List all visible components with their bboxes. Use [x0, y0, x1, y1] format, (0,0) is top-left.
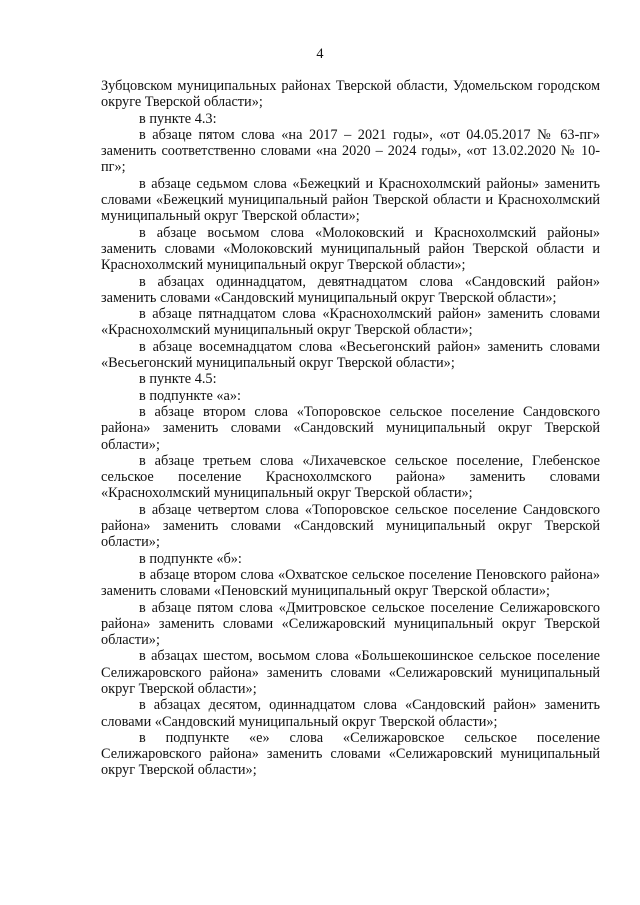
paragraph-b-abzac-10-11: в абзацах десятом, одиннадцатом слова «Сандовский район» заменить словами «Сандовский муниципальный округ Тверской области»;: [101, 697, 600, 730]
paragraph-continuation: Зубцовском муниципальных районах Тверской области, Удомельском городском округе Тверской области»;: [101, 78, 600, 111]
paragraph-b-abzac-6-8: в абзацах шестом, восьмом слова «Большекошинское сельское поселение Селижаровского района» заменить словами «Селижаровский муниципальный округ Тверской области»;: [101, 648, 600, 697]
paragraph-abzac-11-19: в абзацах одиннадцатом, девятнадцатом слова «Сандовский район» заменить словами «Сандовский муниципальный округ Тверской области»;: [101, 273, 600, 306]
paragraph-abzac-15: в абзаце пятнадцатом слова «Краснохолмский район» заменить словами «Краснохолмский муниципальный округ Тверской области»;: [101, 306, 600, 339]
paragraph-a-abzac-2: в абзаце втором слова «Топоровское сельское поселение Сандовского района» заменить словами «Сандовский муниципальный округ Тверской области»;: [101, 403, 600, 453]
paragraph-abzac-8: в абзаце восьмом слова «Молоковский и Краснохолмский районы» заменить словами «Молоковский муниципальный район Тверской области и Краснохолмский муниципальный округ Тверской области»;: [101, 224, 600, 274]
paragraph-b-abzac-2: в абзаце втором слова «Охватское сельское поселение Пеновского района» заменить словами «Пеновский муниципальный округ Тверской области»;: [101, 566, 600, 600]
paragraph-b-abzac-5: в абзаце пятом слова «Дмитровское сельское поселение Селижаровского района» заменить словами «Селижаровский муниципальный округ Тверской области»;: [101, 599, 600, 649]
paragraph-subpoint-e: в подпункте «е» слова «Селижаровское сельское поселение Селижаровского района» заменить словами «Селижаровский муниципальный округ Тверской области»;: [101, 729, 600, 779]
paragraph-abzac-7: в абзаце седьмом слова «Бежецкий и Краснохолмский районы» заменить словами «Бежецкий муниципальный район Тверской области и Краснохолмский муниципальный округ Тверской области»;: [101, 175, 600, 225]
paragraph-subpoint-b: в подпункте «б»:: [139, 550, 242, 567]
document-body: [101, 78, 600, 779]
paragraph-point-4-5: в пункте 4.5:: [139, 371, 217, 388]
paragraph-point-4-3: в пункте 4.3:: [139, 110, 217, 127]
page-number: 4: [316, 46, 324, 62]
paragraph-abzac-5: в абзаце пятом слова «на 2017 – 2021 годы», «от 04.05.2017 № 63-пг» заменить соответственно словами «на 2020 – 2024 годы», «от 13.02.2020 № 10-пг»;: [101, 126, 600, 176]
paragraph-subpoint-a: в подпункте «а»:: [139, 387, 241, 404]
paragraph-abzac-18: в абзаце восемнадцатом слова «Весьегонский район» заменить словами «Весьегонский муниципальный округ Тверской области»;: [101, 338, 600, 372]
paragraph-a-abzac-4: в абзаце четвертом слова «Топоровское сельское поселение Сандовского района» заменить словами «Сандовский муниципальный округ Тверской области»;: [101, 501, 600, 551]
paragraph-a-abzac-3: в абзаце третьем слова «Лихачевское сельское поселение, Глебенское сельское поселение Краснохолмского района» заменить словами «Краснохолмский муниципальный округ Тверской области»;: [101, 452, 600, 502]
